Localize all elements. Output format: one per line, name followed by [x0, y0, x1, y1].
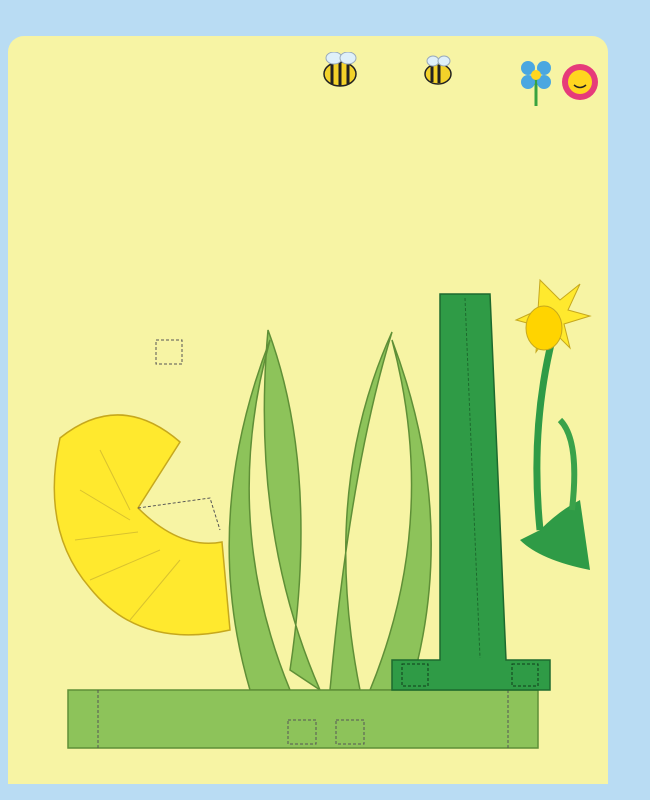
bee-icon [425, 56, 451, 84]
templates-illustration [20, 270, 600, 790]
top-border [0, 6, 650, 36]
left-column [28, 108, 278, 116]
tube-template [54, 415, 230, 635]
header-decor [318, 52, 598, 108]
blue-flower-icon [521, 61, 551, 106]
bee-icon [324, 52, 356, 86]
right-border [612, 40, 646, 800]
smiling-flower-icon [562, 64, 598, 100]
corona-template [156, 340, 182, 364]
bottom-border [0, 772, 650, 798]
finished-narcissus [516, 280, 590, 570]
